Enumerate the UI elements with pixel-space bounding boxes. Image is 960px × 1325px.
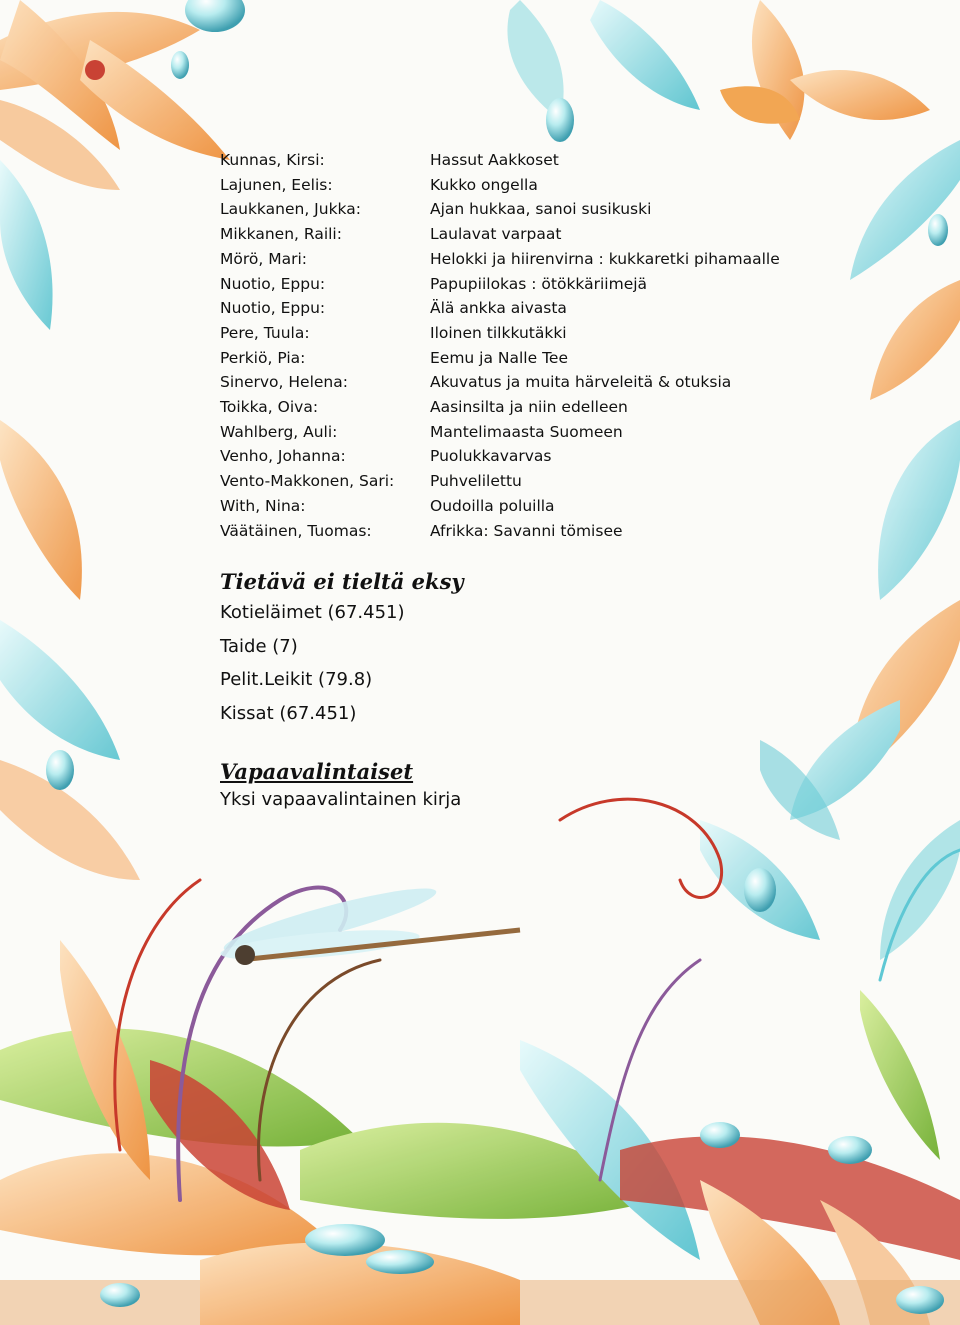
book-title: Aasinsilta ja niin edelleen — [430, 398, 628, 417]
book-row — [220, 272, 780, 297]
book-title: Afrikka: Savanni tömisee — [430, 521, 623, 540]
book-author: Vento-Makkonen, Sari: — [220, 472, 395, 491]
book-author: Väätäinen, Tuomas: — [220, 521, 372, 540]
book-author: Perkiö, Pia: — [220, 348, 306, 367]
book-row — [220, 519, 780, 544]
book-row — [220, 346, 780, 371]
book-row — [220, 370, 780, 395]
knowledge-item: Kissat (67.451) — [220, 702, 357, 724]
book-title: Puhvelilettu — [430, 472, 522, 491]
book-row — [220, 197, 780, 222]
book-author: Lajunen, Eelis: — [220, 175, 333, 194]
book-row — [220, 222, 780, 247]
book-author: Toikka, Oiva: — [220, 398, 319, 417]
book-title: Laulavat varpaat — [430, 225, 562, 244]
book-author: Laukkanen, Jukka: — [220, 200, 361, 219]
book-row — [220, 173, 780, 198]
book-author: Kunnas, Kirsi: — [220, 151, 325, 169]
book-row — [220, 444, 780, 469]
book-title: Kukko ongella — [430, 175, 538, 194]
book-author: Sinervo, Helena: — [220, 373, 348, 392]
section-knowledge-heading: Tietävä ei tieltä eksy — [220, 569, 464, 594]
book-author: Pere, Tuula: — [220, 323, 310, 342]
knowledge-item: Kotieläimet (67.451) — [220, 602, 405, 623]
book-author: Venho, Johanna: — [220, 447, 346, 466]
book-list-table — [220, 148, 780, 543]
bottom-border-flowers — [0, 940, 960, 1325]
book-title: Oudoilla poluilla — [430, 496, 555, 515]
section-knowledge — [220, 568, 464, 730]
book-title: Mantelimaasta Suomeen — [430, 422, 623, 441]
book-title: Eemu ja Nalle Tee — [430, 348, 568, 367]
section-optional — [220, 758, 461, 814]
flower-top-left — [0, 0, 230, 190]
book-row — [220, 321, 780, 346]
book-row — [220, 420, 780, 445]
dragonfly — [219, 878, 520, 966]
book-author: Nuotio, Eppu: — [220, 274, 326, 293]
section-optional-heading: Vapaavalintaiset — [220, 759, 414, 784]
book-author: Nuotio, Eppu: — [220, 299, 326, 318]
book-row — [220, 494, 780, 519]
book-title: Helokki ja hiirenvirna : kukkaretki pihamaalle — [430, 249, 780, 268]
book-row — [220, 395, 780, 420]
book-title: Ajan hukkaa, sanoi susikuski — [430, 200, 652, 219]
book-row — [220, 296, 780, 321]
book-author: Mikkanen, Raili: — [220, 225, 342, 244]
book-author: Wahlberg, Auli: — [220, 422, 338, 441]
book-title: Papupiilokas : ötökkäriimejä — [430, 274, 648, 293]
book-title: Puolukkavarvas — [430, 447, 552, 466]
book-row — [220, 148, 780, 173]
section-optional-text: Yksi vapaavalintainen kirja — [220, 789, 462, 810]
book-title: Iloinen tilkkutäkki — [430, 323, 567, 342]
book-list-rows — [220, 148, 780, 543]
book-author: Mörö, Mari: — [220, 249, 307, 268]
book-row — [220, 247, 780, 272]
book-row — [220, 469, 780, 494]
book-list — [220, 148, 780, 543]
book-title: Akuvatus ja muita härveleitä & otuksia — [430, 373, 732, 392]
book-title: Älä ankka aivasta — [430, 299, 567, 318]
book-author: With, Nina: — [220, 496, 306, 515]
knowledge-item: Pelit.Leikit (79.8) — [220, 669, 373, 690]
knowledge-item: Taide (7) — [220, 635, 298, 657]
book-title: Hassut Aakkoset — [430, 151, 559, 169]
